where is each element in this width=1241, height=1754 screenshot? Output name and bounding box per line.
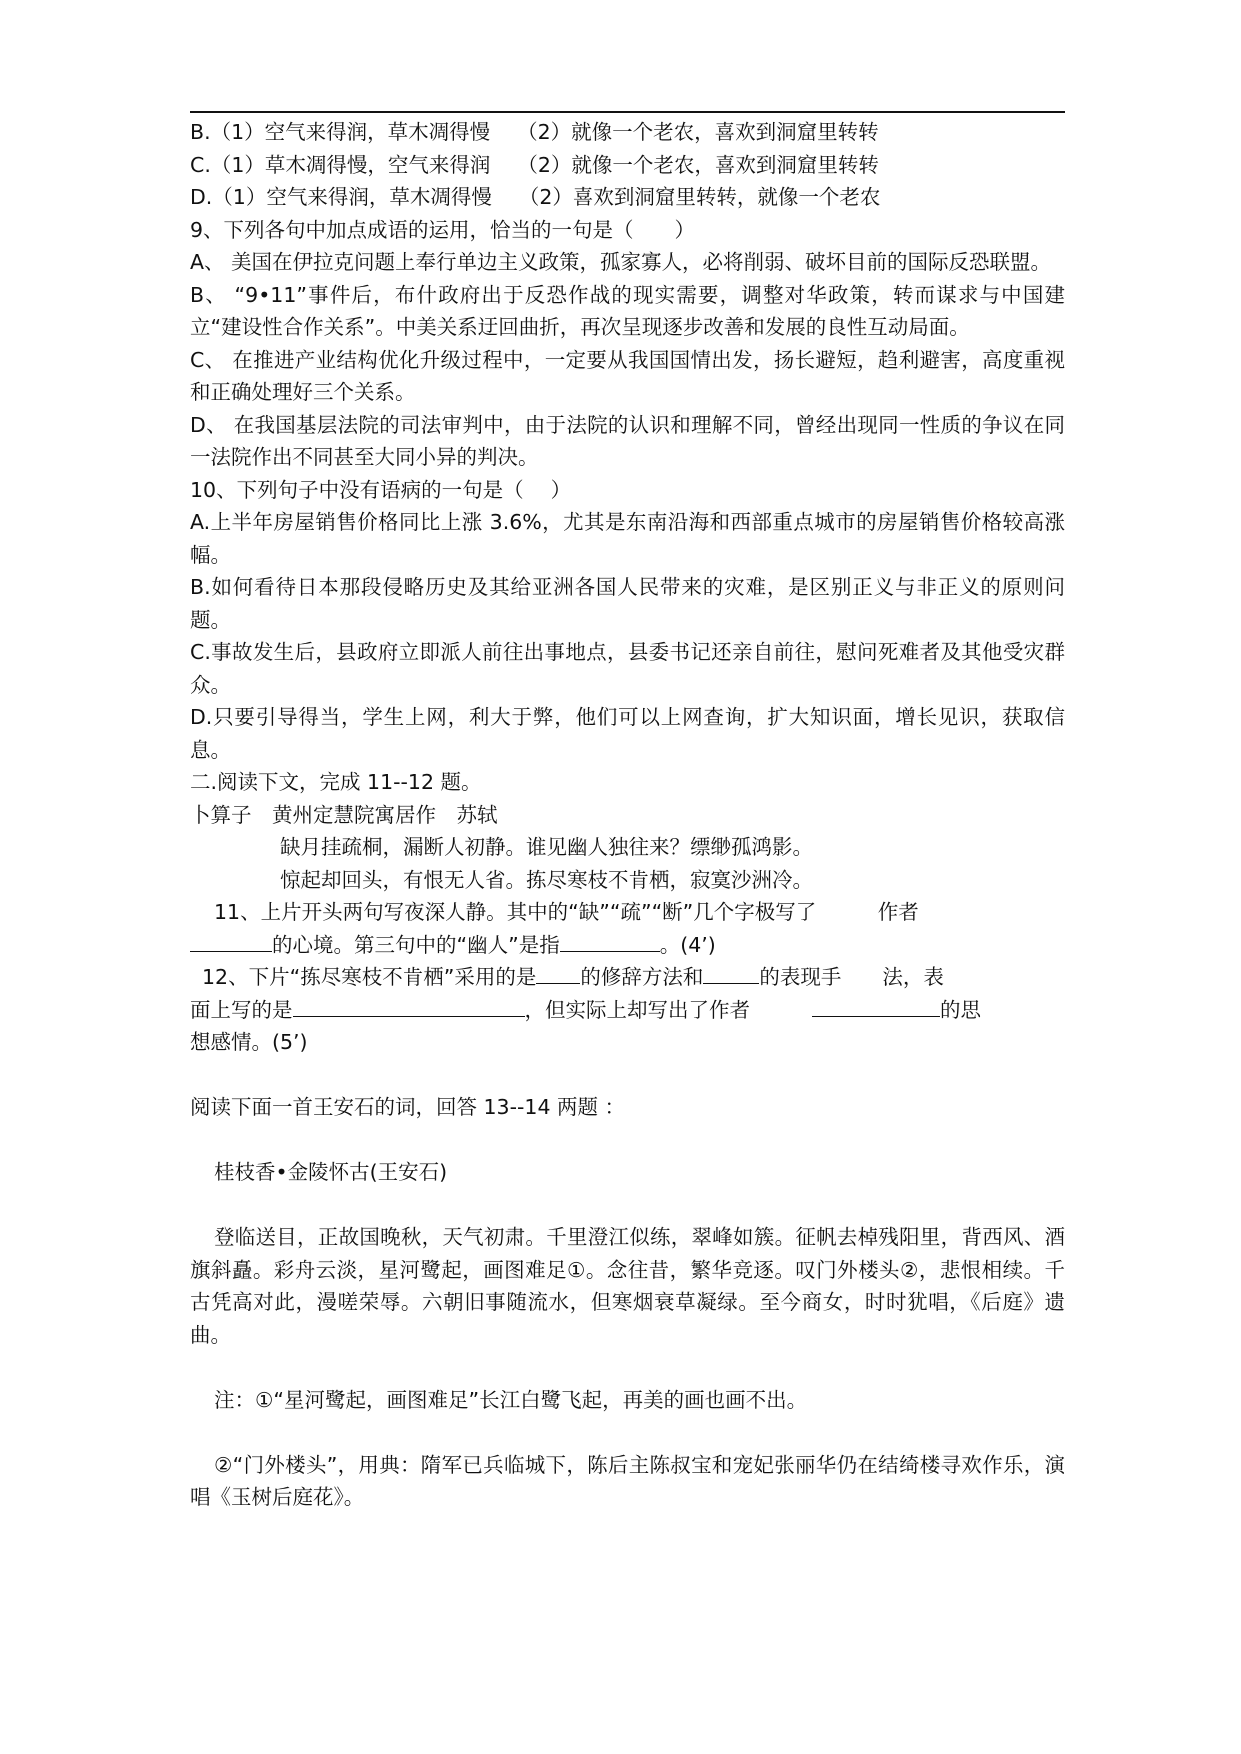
q12-blank-3[interactable] [293, 994, 525, 1017]
q9-option-d: D、 在我国基层法院的司法审判中，由于法院的认识和理解不同，曾经出现同一性质的争议在同一法院作出不同甚至大同小异的判决。 [190, 412, 1065, 469]
q10-option-d: D.只要引导得当，学生上网，利大于弊，他们可以上网查询，扩大知识面，增长见识，获取信息。 [190, 705, 1065, 762]
document-body [190, 116, 1065, 1514]
q12-blank-4[interactable] [812, 994, 940, 1017]
ci-body: 登临送目，正故国晚秋，天气初肃。千里澄江似练，翠峰如簇。征帆去棹残阳里，背西风、酒旗斜矗。彩舟云淡，星河鹭起，画图难足①。念往昔，繁华竞逐。叹门外楼头②，悲恨相续。千古凭高对此，漫嗟荣辱。六朝旧事随流水，但寒烟衰草凝绿。至今商女，时时犹唱，《后庭》遗曲。 [190, 1225, 1065, 1347]
section3-intro: 阅读下面一首王安石的词，回答 13--14 两题 ： [190, 1095, 626, 1119]
q9-stem: 9、下列各句中加点成语的运用，恰当的一句是（ ） [190, 217, 696, 242]
q11-line-2 [190, 929, 1065, 962]
q10-option-c: C.事故发生后，县政府立即派人前往出事地点，县委书记还亲自前往，慰问死难者及其他受灾群众。 [190, 640, 1065, 697]
q9-option-c: C、 在推进产业结构优化升级过程中，一定要从我国国情出发，扬长避短，趋利避害，高度重视和正确处理好三个关系。 [190, 347, 1065, 404]
ci-title: 桂枝香•金陵怀古(王安石) [214, 1160, 448, 1184]
q11-text-a: 的心境。第三句中的“幽人”是指 [272, 932, 560, 957]
q12-text-c: 的表现手 法，表 [759, 965, 944, 989]
q11-line-1: 11、上片开头两句写夜深人静。其中的“缺”“疏”“断”几个字极写了 作者 [214, 900, 919, 924]
q9-option-b: B、 “9•11”事件后，布什政府出于反恐作战的现实需要，调整对华政策，转而谋求与中国建立“建设性合作关系”。中美关系迂回曲折，再次呈现逐步改善和发展的良性互动局面。 [190, 282, 1065, 339]
note-2: ②“门外楼头”，用典：隋军已兵临城下，陈后主陈叔宝和宠妃张丽华仍在结绮楼寻欢作乐，演唱《玉树后庭花》。 [190, 1452, 1065, 1509]
q12-text-d: 面上写的是 [190, 997, 293, 1022]
q12-blank-2[interactable] [703, 961, 759, 984]
q12-text-f: 的思 [940, 997, 981, 1022]
q12-text-b: 的修辞方法和 [580, 965, 704, 989]
q12-line-2 [190, 994, 1065, 1027]
q11-blank-1[interactable] [190, 929, 272, 952]
q12-text-a: 12、下片“拣尽寒枝不肯栖”采用的是 [202, 965, 537, 989]
q8-option-b: B.（1）空气来得润，草木凋得慢 （2）就像一个老农，喜欢到洞窟里转转 [190, 120, 879, 144]
q12-text-e: ，但实际上却写出了作者 [524, 997, 750, 1022]
q10-option-b: B.如何看待日本那段侵略历史及其给亚洲各国人民带来的灾难，是区别正义与非正义的原则问题。 [190, 575, 1065, 632]
poem-line-2: 惊起却回头，有恨无人省。拣尽寒枝不肯栖，寂寞沙洲冷。 [280, 867, 813, 892]
section2-heading: 二.阅读下文，完成 11--12 题。 [190, 770, 482, 794]
poem-title: 卜算子 黄州定慧院寓居作 苏轼 [190, 802, 498, 827]
q10-stem: 10、下列句子中没有语病的一句是（ ） [190, 477, 572, 502]
q11-text-b: 。(4’) [659, 932, 716, 957]
poem-line-1: 缺月挂疏桐，漏断人初静。谁见幽人独往来？缥缈孤鸿影。 [280, 835, 813, 859]
q12-line-1 [190, 961, 1065, 994]
note-1: 注：①“星河鹭起，画图难足”长江白鹭飞起，再美的画也画不出。 [214, 1387, 808, 1412]
header-rule [190, 111, 1065, 113]
q10-option-a: A.上半年房屋销售价格同比上涨 3.6%，尤其是东南沿海和西部重点城市的房屋销售价格较高涨幅。 [190, 510, 1065, 567]
q12-line-3: 想感情。(5’) [190, 1030, 308, 1054]
q8-option-c: C.（1）草木凋得慢，空气来得润 （2）就像一个老农，喜欢到洞窟里转转 [190, 152, 879, 177]
q8-option-d: D.（1）空气来得润，草木凋得慢 （2）喜欢到洞窟里转转，就像一个老农 [190, 185, 881, 209]
q9-option-a: A、 美国在伊拉克问题上奉行单边主义政策，孤家寡人，必将削弱、破坏目前的国际反恐联盟。 [190, 250, 1052, 274]
q11-blank-2[interactable] [560, 929, 660, 952]
q12-blank-1[interactable] [536, 961, 580, 984]
